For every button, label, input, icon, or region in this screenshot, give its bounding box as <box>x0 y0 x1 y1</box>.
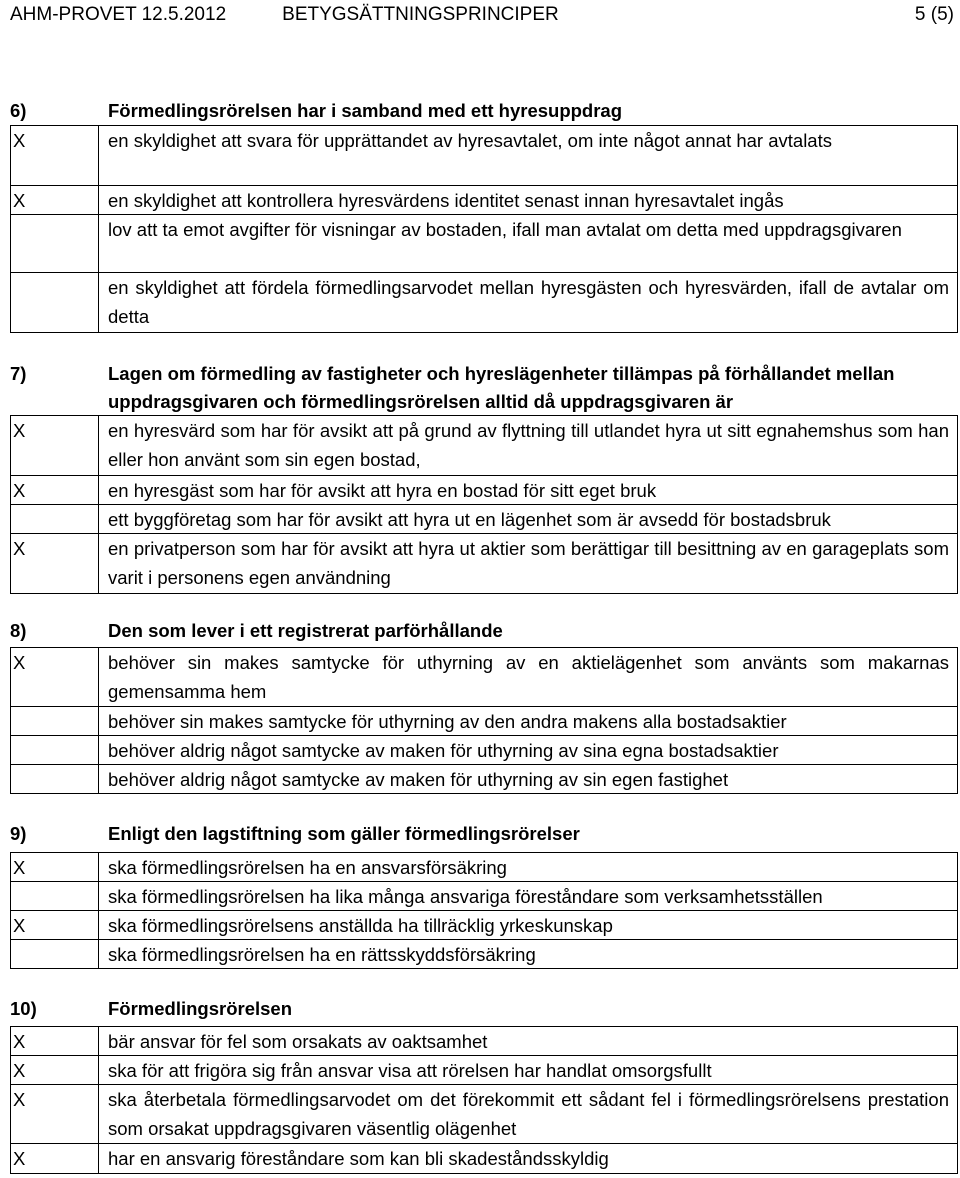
answer-mark[interactable]: X <box>11 648 99 706</box>
answer-text: en hyresvärd som har för avsikt att på grund av flyttning till utlandet hyra ut sitt egnahemshus som han eller hon använt som sin egen bostad, <box>99 416 958 475</box>
answer-row <box>11 707 958 736</box>
section-8-heading <box>10 620 950 648</box>
answer-mark[interactable]: X <box>11 186 99 214</box>
section-10-table <box>10 1026 958 1174</box>
answer-text: har en ansvarig föreståndare som kan bli skadeståndsskyldig <box>99 1144 958 1173</box>
section-number: 7) <box>10 363 27 384</box>
section-6-table <box>10 125 958 333</box>
answer-mark[interactable] <box>11 736 99 764</box>
answer-row <box>11 186 958 215</box>
answer-mark[interactable]: X <box>11 1056 99 1084</box>
answer-row <box>11 1085 958 1144</box>
answer-row <box>11 648 958 707</box>
section-8-table <box>10 647 958 794</box>
answer-mark[interactable] <box>11 215 99 272</box>
section-number: 6) <box>10 100 27 121</box>
answer-mark[interactable]: X <box>11 534 99 593</box>
doc-id: AHM-PROVET 12.5.2012 <box>10 4 227 25</box>
answer-row <box>11 736 958 765</box>
answer-row <box>11 505 958 534</box>
section-title: Den som lever i ett registrerat parförhållande <box>108 620 503 641</box>
answer-text: en skyldighet att fördela förmedlingsarvodet mellan hyresgästen och hyresvärden, ifall de avtalar om detta <box>99 273 958 332</box>
answer-text: en hyresgäst som har för avsikt att hyra en bostad för sitt eget bruk <box>99 476 958 504</box>
header-left <box>10 4 559 26</box>
section-7-heading <box>10 360 950 416</box>
answer-row <box>11 882 958 911</box>
answer-mark[interactable]: X <box>11 853 99 881</box>
answer-mark[interactable]: X <box>11 1144 99 1173</box>
answer-text: bär ansvar för fel som orsakats av oaktsamhet <box>99 1027 958 1055</box>
answer-row <box>11 416 958 476</box>
answer-text: ska återbetala förmedlingsarvodet om det förekommit ett sådant fel i förmedlingsrörelsens prestation som orsakat uppdragsgivaren väsentlig olägenhet <box>99 1085 958 1143</box>
answer-mark[interactable]: X <box>11 1027 99 1055</box>
section-number: 9) <box>10 823 27 844</box>
section-title: Enligt den lagstiftning som gäller förmedlingsrörelser <box>108 823 580 844</box>
answer-text: en skyldighet att kontrollera hyresvärdens identitet senast innan hyresavtalet ingås <box>99 186 958 214</box>
answer-row <box>11 1056 958 1085</box>
answer-text: ska förmedlingsrörelsen ha lika många ansvariga föreståndare som verksamhetsställen <box>99 882 958 910</box>
answer-text: behöver sin makes samtycke för uthyrning av en aktielägenhet som använts som makarnas gemensamma hem <box>99 648 958 706</box>
answer-row <box>11 126 958 186</box>
answer-row <box>11 853 958 882</box>
page-number: 5 (5) <box>914 4 954 25</box>
section-10-heading <box>10 998 950 1026</box>
answer-mark[interactable]: X <box>11 476 99 504</box>
answer-text: ett byggföretag som har för avsikt att hyra ut en lägenhet som är avsedd för bostadsbruk <box>99 505 958 533</box>
section-6-heading <box>10 100 950 128</box>
section-9-heading <box>10 823 950 851</box>
answer-row <box>11 940 958 969</box>
answer-mark[interactable]: X <box>11 911 99 939</box>
answer-row <box>11 215 958 273</box>
answer-mark[interactable] <box>11 273 99 332</box>
answer-row <box>11 1027 958 1056</box>
answer-text: behöver sin makes samtycke för uthyrning av den andra makens alla bostadsaktier <box>99 707 958 735</box>
section-title: Förmedlingsrörelsen <box>108 998 293 1019</box>
answer-mark[interactable]: X <box>11 416 99 475</box>
section-title: Förmedlingsrörelsen har i samband med ett hyresuppdrag <box>108 100 623 121</box>
answer-mark[interactable] <box>11 882 99 910</box>
section-number: 8) <box>10 620 27 641</box>
answer-mark[interactable] <box>11 940 99 968</box>
answer-mark[interactable]: X <box>11 1085 99 1143</box>
answer-text: en privatperson som har för avsikt att hyra ut aktier som berättigar till besittning av en garageplats som varit i personens egen användning <box>99 534 958 593</box>
answer-row <box>11 911 958 940</box>
answer-text: en skyldighet att svara för upprättandet av hyresavtalet, om inte något annat har avtalats <box>99 126 958 185</box>
answer-text: ska förmedlingsrörelsen ha en rättsskyddsförsäkring <box>99 940 958 968</box>
answer-mark[interactable] <box>11 707 99 735</box>
answer-mark[interactable] <box>11 505 99 533</box>
answer-row <box>11 1144 958 1174</box>
section-number: 10) <box>10 998 37 1019</box>
doc-title: BETYGSÄTTNINGSPRINCIPER <box>282 4 559 25</box>
answer-row <box>11 534 958 594</box>
answer-mark[interactable]: X <box>11 126 99 185</box>
answer-text: ska för att frigöra sig från ansvar visa att rörelsen har handlat omsorgsfullt <box>99 1056 958 1084</box>
answer-text: behöver aldrig något samtycke av maken för uthyrning av sina egna bostadsaktier <box>99 736 958 764</box>
answer-row <box>11 476 958 505</box>
section-7-table <box>10 415 958 594</box>
page-header <box>10 0 954 38</box>
answer-mark[interactable] <box>11 765 99 793</box>
answer-row <box>11 765 958 794</box>
answer-text: lov att ta emot avgifter för visningar av bostaden, ifall man avtalat om detta med uppdragsgivaren <box>99 215 958 272</box>
answer-row <box>11 273 958 333</box>
section-title: Lagen om förmedling av fastigheter och hyreslägenheter tillämpas på förhållandet mellan uppdragsgivaren och förmedlingsrörelsen alltid då uppdragsgivaren är <box>108 363 895 412</box>
answer-text: behöver aldrig något samtycke av maken för uthyrning av sin egen fastighet <box>99 765 958 793</box>
section-9-table <box>10 852 958 969</box>
answer-text: ska förmedlingsrörelsens anställda ha tillräcklig yrkeskunskap <box>99 911 958 939</box>
answer-text: ska förmedlingsrörelsen ha en ansvarsförsäkring <box>99 853 958 881</box>
